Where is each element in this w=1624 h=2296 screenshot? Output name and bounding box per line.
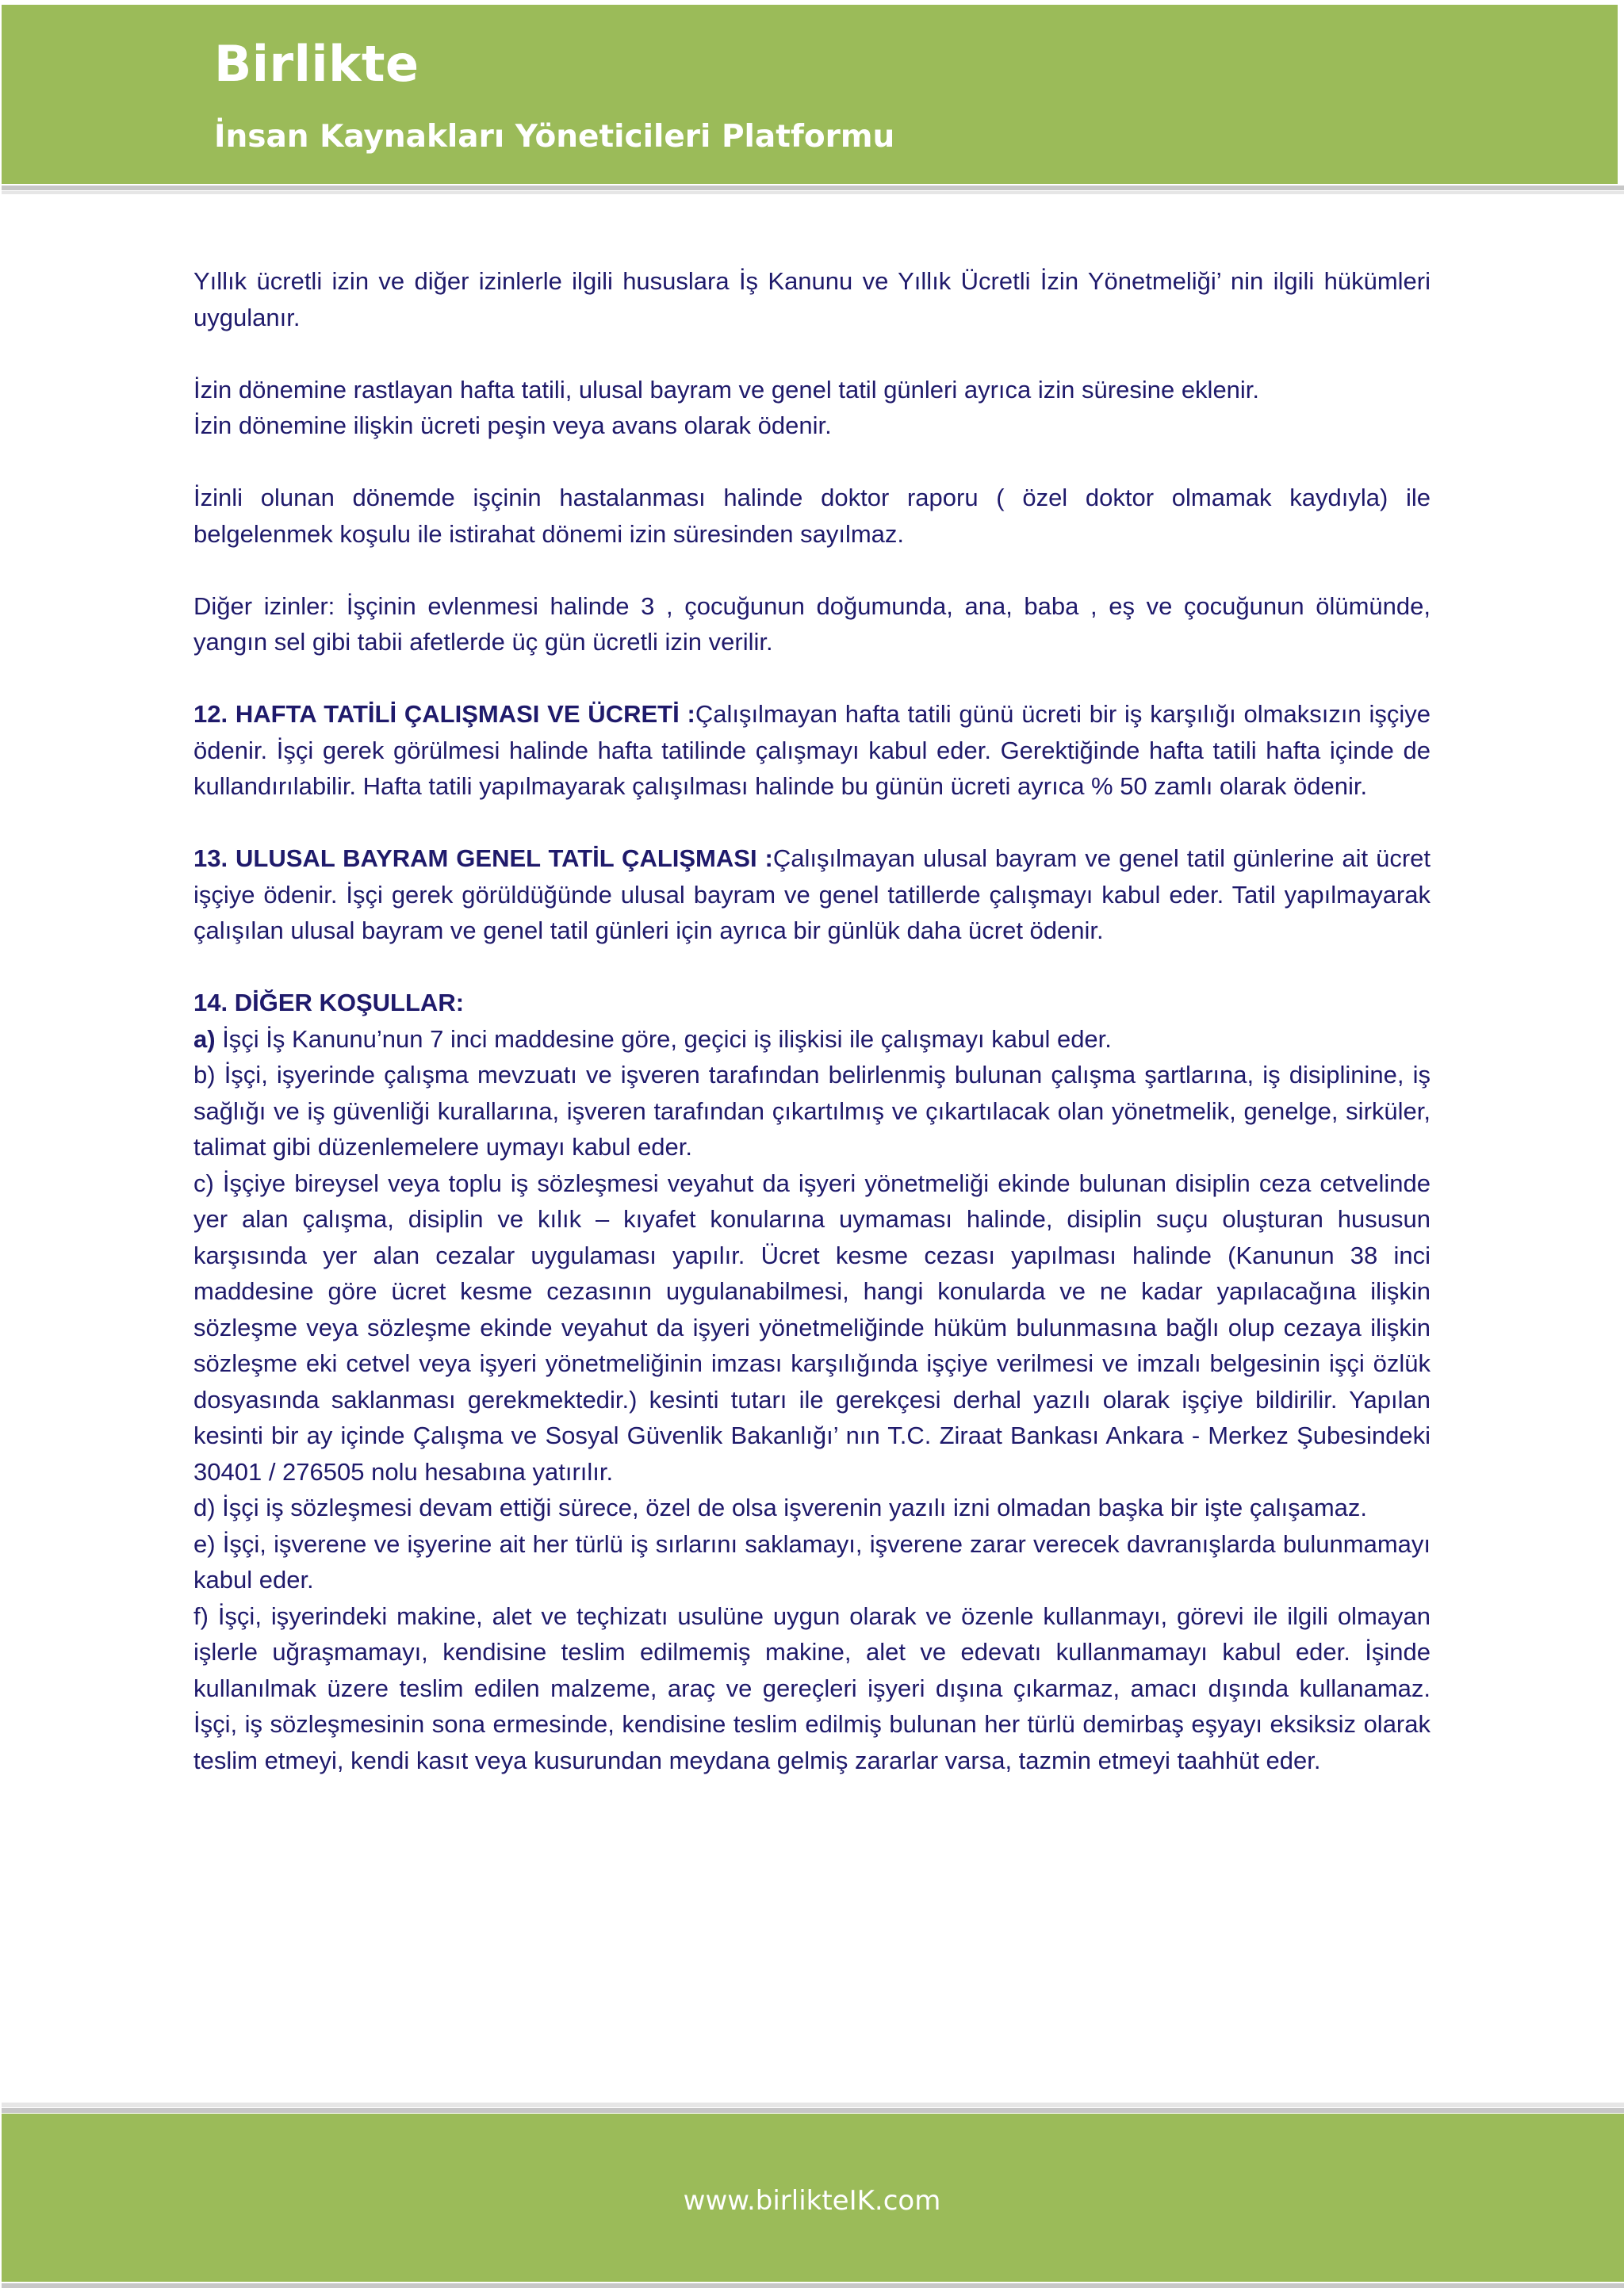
paragraph-leave-payment: İzin dönemine ilişkin ücreti peşin veya avans olarak ödenir.: [193, 411, 832, 439]
item-a-text: İşçi İş Kanunu’nun 7 inci maddesine göre, geçici iş ilişkisi ile çalışmayı kabul eder.: [215, 1024, 1112, 1053]
paragraph-other-leaves: Diğer izinler: İşçinin evlenmesi halinde 3 , çocuğunun doğumunda, ana, baba , eş ve çocuğunun ölümünde, yangın sel gibi tabii afetlerde üç gün ücretli izin verilir.: [193, 591, 1431, 656]
section-13-text: Çalışılmayan ulusal bayram ve genel tatil günlerine ait ücret işçiye ödenir. İşçi gerek görüldüğünde ulusal bayram ve genel tatillerde çalışmayı kabul eder. Tatil yapılmayarak çalışılan ulusal bayram ve genel tatil günleri için ayrıca bir günlük daha ücret ödenir.: [193, 844, 1431, 944]
brand-title: Birlikte: [214, 35, 419, 93]
paragraph-sick-leave: İzinli olunan dönemde işçinin hastalanması halinde doktor raporu ( özel doktor olmamak kaydıyla) ile belgelenmek koşulu ile istirahat dönemi izin süresinden sayılmaz.: [193, 484, 1431, 548]
page-header: [0, 0, 1624, 200]
item-e: e) İşçi, işverene ve işyerine ait her türlü iş sırlarını saklamayı, işverene zarar verecek davranışlarda bulunmamayı kabul eder.: [193, 1529, 1431, 1594]
item-a-label: a): [193, 1024, 216, 1053]
item-b: b) İşçi, işyerinde çalışma mevzuatı ve işveren tarafından belirlenmiş bulunan çalışma şartlarına, iş disiplinine, iş sağlığı ve iş güvenliği kurallarına, işveren tarafından çıkartılmış ve çıkartılacak olan yönetmelik, genelge, sirküler, talimat gibi düzenlemelere uymayı kabul eder.: [193, 1061, 1431, 1161]
header-divider-light: [2, 191, 1624, 194]
footer-divider-light: [2, 2103, 1624, 2107]
document-body: [193, 263, 1431, 1778]
item-d: d) İşçi iş sözleşmesi devam ettiği sürece, özel de olsa işverenin yazılı izni olmadan başka bir işte çalışamaz.: [193, 1494, 1368, 1521]
footer-divider: [2, 2108, 1624, 2113]
section-12: [193, 696, 1431, 805]
footer-bottom-line: [2, 2283, 1624, 2288]
section-13-heading: 13. ULUSAL BAYRAM GENEL TATİL ÇALIŞMASI :: [193, 844, 773, 872]
item-c: c) İşçiye bireysel veya toplu iş sözleşmesi veyahut da işyeri yönetmeliği ekinde bulunan disiplin ceza cetvelinde yer alan çalışma, disiplin ve kılık – kıyafet konularına uymaması halinde, disiplin suçu oluşturan hususun karşısında yer alan cezalar uygulaması yapılır. Ücret kesme cezası yapılması halinde (Kanunun 38 inci maddesine göre ücret kesme cezasının uygulanabilmesi, hangi konularda ve ne kadar yapılacağına ilişkin sözleşme veya sözleşme ekinde veyahut da işyeri yönetmeliğinde hüküm bulunmasına bağlı olup cezaya ilişkin sözleşme eki cetvel veya işyeri yönetmeliğinin imzası karşılığında işçiye verilmesi ve imzalı belgesinin işçi özlük dosyasında saklanması gerekmektedir.) kesinti tutarı ile gerekçesi derhal yazılı olarak işçiye bildirilir. Yapılan kesinti bir ay içinde Çalışma ve Sosyal Güvenlik Bakanlığı’ nın T.C. Ziraat Bankası Ankara - Merkez Şubesindeki 30401 / 276505 nolu hesabına yatırılır.: [193, 1169, 1431, 1486]
header-band: [2, 5, 1618, 184]
footer-website-link[interactable]: www.birlikteIK.com: [683, 2185, 941, 2217]
section-14-heading: 14. DİĞER KOŞULLAR:: [193, 989, 465, 1016]
brand-subtitle: İnsan Kaynakları Yöneticileri Platformu: [214, 119, 895, 155]
item-f: f) İşçi, işyerindeki makine, alet ve teçhizatı usulüne uygun olarak ve özenle kullanmayı, görevi ile ilgili olmayan işlerle uğraşmamayı, kendisine teslim edilmemiş makine, alet ve edevatı kullanmamayı kabul eder. İşinde kullanılmak üzere teslim edilen malzeme, araç ve gereçleri işyeri dışına çıkarmaz, amacı dışında kullanamaz. İşçi, iş sözleşmesinin sona ermesinde, kendisine teslim edilmiş bulunan her türlü demirbaş eşyayı eksiksiz olarak teslim etmeyi, kendi kasıt veya kusurundan meydana gelmiş zararlar varsa, tazmin etmeyi taahhüt eder.: [193, 1601, 1431, 1774]
paragraph-annual-leave: Yıllık ücretli izin ve diğer izinlerle ilgili hususlara İş Kanunu ve Yıllık Ücretli İzin Yönetmeliği’ nin ilgili hükümleri uygulanır.: [193, 267, 1431, 331]
section-12-text: Çalışılmayan hafta tatili günü ücreti bir iş karşılığı olmaksızın işçiye ödenir. İşçi gerek görülmesi halinde hafta tatilinde çalışmayı kabul eder. Gerektiğinde hafta tatili hafta içinde de kullandırılabilir. Hafta tatili yapılmayarak çalışılması halinde bu günün ücreti ayrıca % 50 zamlı olarak ödenir.: [193, 700, 1431, 800]
paragraph-leave-holidays: İzin dönemine rastlayan hafta tatili, ulusal bayram ve genel tatil günleri ayrıca izin süresine eklenir.: [193, 375, 1260, 404]
section-12-heading: 12. HAFTA TATİLİ ÇALIŞMASI VE ÜCRETİ :: [193, 700, 695, 728]
header-divider: [2, 186, 1624, 190]
item-a: [193, 1021, 1431, 1058]
section-13: [193, 840, 1431, 949]
